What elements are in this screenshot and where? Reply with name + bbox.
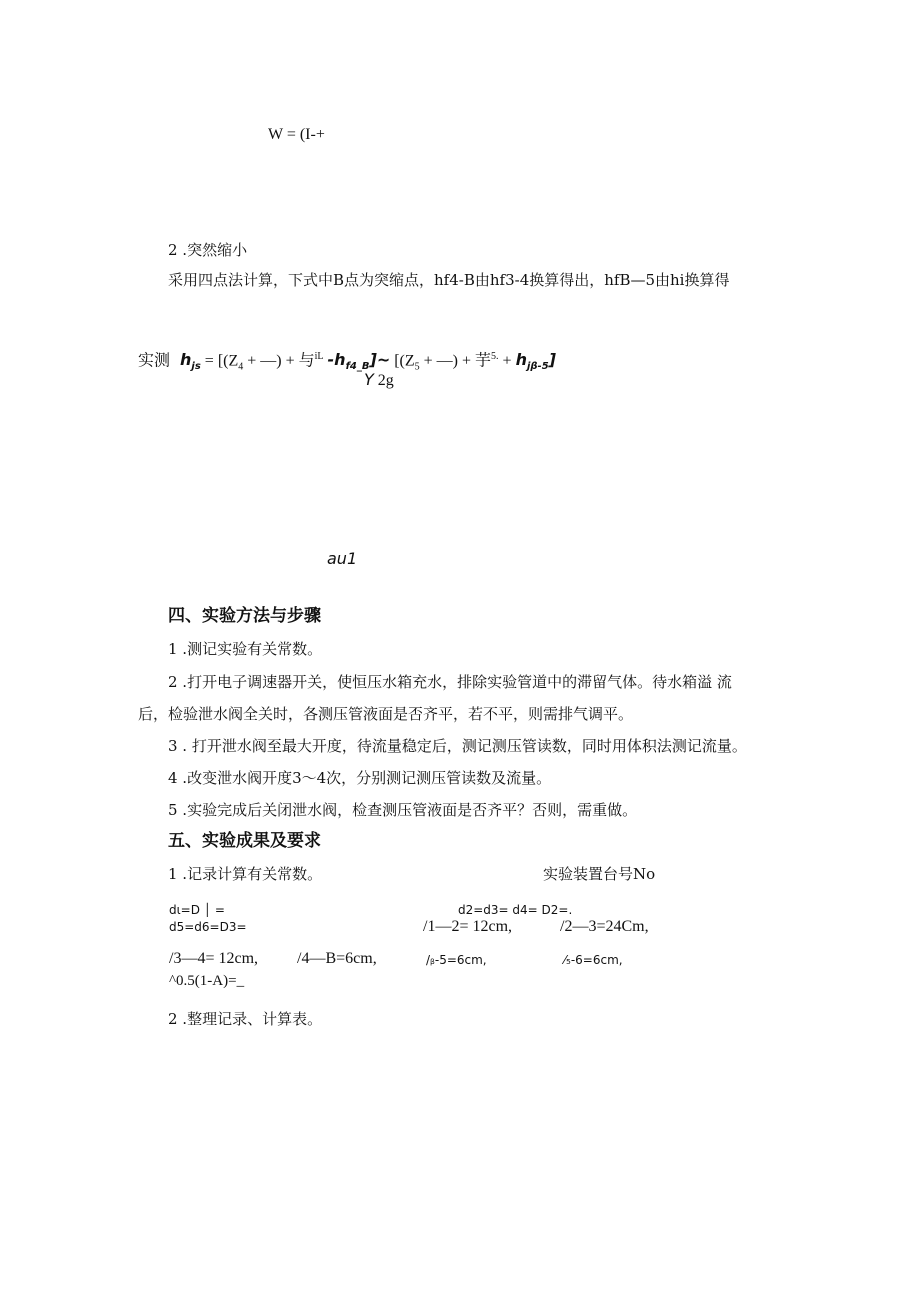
section4-step1: 1 .测记实验有关常数。 — [168, 640, 323, 658]
formula-denominator — [364, 371, 394, 390]
formula-sup1: iL — [314, 351, 324, 362]
formula-sup2: 5. — [491, 351, 499, 362]
formula-part4: [(Z — [394, 352, 415, 370]
section4-step2a: 2 .打开电子调速器开关，使恒压水箱充水，排除实验管道中的滞留气体。待水箱溢 流 — [168, 673, 732, 691]
const-d1: dι=D │ = — [169, 903, 225, 917]
const-l12: /1—2= 12cm, — [423, 918, 513, 935]
formula-part6: + — [502, 352, 512, 370]
formula-h2 — [515, 350, 556, 373]
formula-h-letter: h — [180, 350, 192, 370]
formula-z5-sub: 5 — [414, 361, 420, 373]
const-l56: ⁄₅-6=6cm, — [564, 953, 623, 967]
const-zeta: ^0.5(1-A)=_ — [169, 973, 245, 989]
formula-hf — [327, 350, 391, 373]
formula-z4-sub: 4 — [238, 361, 244, 373]
formula-h2-letter: h — [515, 350, 527, 370]
section5-item2: 2 .整理记录、计算表。 — [168, 1010, 323, 1028]
const-d2: d2=d3= d4= D2=. — [458, 903, 573, 917]
sec2-title: 2 .突然缩小 — [168, 241, 248, 259]
section5-item1: 1 .记录计算有关常数。 — [168, 865, 323, 883]
formula-close: ] — [548, 350, 556, 370]
formula-denom-y: Y — [364, 370, 374, 389]
formula-part3: ]~ — [369, 350, 391, 370]
formula-au: au1 — [327, 549, 358, 568]
section4-step4: 4 .改变泄水阀开度3～4次，分别测记测压管读数及流量。 — [168, 769, 552, 787]
section4-step3: 3 . 打开泄水阀至最大开度，待流量稳定后，测记测压管读数，同时用体积法测记流量。 — [168, 737, 747, 755]
formula-part1: + —) + 与 — [247, 352, 315, 370]
section4-step5: 5 .实验完成后关闭泄水阀，检查测压管液面是否齐平？否则，需重做。 — [168, 801, 638, 819]
const-d5: d5=d6=D3= — [169, 920, 247, 934]
formula-hf-letter: -h — [327, 350, 346, 370]
formula-prefix: 实测 — [138, 352, 171, 370]
formula-h-sub: js — [191, 361, 201, 373]
const-l34: /3—4= 12cm, — [169, 950, 259, 967]
formula-main — [138, 348, 556, 377]
const-l23: /2—3=24Cm, — [560, 918, 649, 935]
section5-title: 五、实验成果及要求 — [168, 831, 321, 851]
formula-h2-sub: jβ-5 — [526, 361, 549, 373]
section4-step2b: 后，检验泄水阀全关时，各测压管液面是否齐平，若不平，则需排气调平。 — [138, 705, 634, 723]
sec2-desc: 采用四点法计算，下式中B点为突缩点，hf4-B由hf3-4换算得出，hfB—5由hi换算得 — [168, 271, 730, 289]
formula-top: W = (I-+ — [268, 126, 325, 143]
section4-title: 四、实验方法与步骤 — [168, 606, 321, 626]
formula-hf-sub: f4_B — [345, 361, 370, 373]
formula-eq: = [(Z — [204, 352, 239, 370]
formula-denom-2g: 2g — [373, 372, 394, 389]
const-l4b: /4—B=6cm, — [297, 950, 377, 967]
formula-part5: + —) + 芋 — [423, 352, 492, 370]
formula-h — [180, 350, 201, 373]
const-lb5: /ᵦ-5=6cm, — [426, 953, 487, 967]
device-number-label: 实验装置台号No — [543, 865, 656, 883]
